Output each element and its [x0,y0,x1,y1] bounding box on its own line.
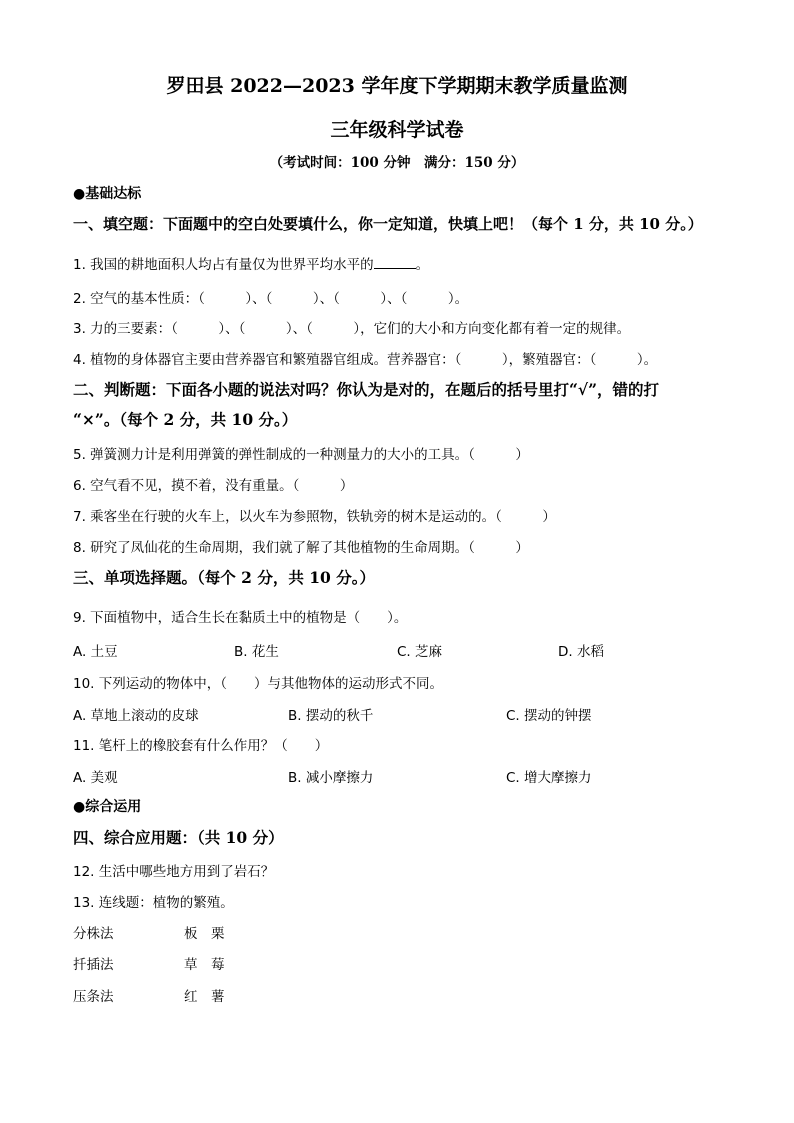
option-11c: C. 增大摩擦力 [506,770,592,786]
part-label-applied: ●综合运用 [73,799,142,815]
plant-item: 草 莓 [184,957,225,973]
section-title-choice: 三、单项选择题。（每个 2 分，共 10 分。） [73,568,375,587]
question-10: 10. 下列运动的物体中，（ ）与其他物体的运动形式不同。 [73,676,444,692]
option-9b: B. 花生 [234,644,279,660]
method-item: 分株法 [73,926,114,942]
option-9a: A. 土豆 [73,644,118,660]
question-1 [73,253,429,273]
question-6: 6. 空气看不见，摸不着，没有重量。（ ） [73,478,354,494]
question-4: 4. 植物的身体器官主要由营养器官和繁殖器官组成。营养器官：（ ），繁殖器官：（ ）。 [73,352,658,368]
answer-blank [374,256,416,269]
question-9: 9. 下面植物中，适合生长在黏质土中的植物是（ ）。 [73,610,408,626]
option-9c: C. 芝麻 [397,644,443,660]
question-3: 3. 力的三要素：（ ）、（ ）、（ ），它们的大小和方向变化都有着一定的规律。 [73,321,631,337]
question-8: 8. 研究了凤仙花的生命周期，我们就了解了其他植物的生命周期。（ ） [73,540,529,556]
part-label-basic: ●基础达标 [73,186,142,202]
exam-info: （考试时间：100 分钟 满分：150 分） [269,155,525,171]
method-item: 压条法 [73,989,114,1005]
option-11b: B. 减小摩擦力 [288,770,374,786]
section-title-fill: 一、填空题：下面题中的空白处要填什么，你一定知道，快填上吧！（每个 1 分，共 10 分。） [73,215,703,233]
question-1-end: 。 [415,257,430,273]
section-title-applied: 四、综合应用题：（共 10 分） [73,828,284,847]
question-12: 12. 生活中哪些地方用到了岩石？ [73,864,275,880]
method-item: 扦插法 [73,957,114,973]
question-1-text: 1. 我国的耕地面积人均占有量仅为世界平均水平的 [73,257,374,273]
section-title-judge-2: “×”。（每个 2 分，共 10 分。） [73,410,298,429]
question-7: 7. 乘客坐在行驶的火车上，以火车为参照物，铁轨旁的树木是运动的。（ ） [73,509,556,525]
plant-item: 板 栗 [184,926,225,942]
question-13: 13. 连线题：植物的繁殖。 [73,895,234,911]
exam-subtitle: 三年级科学试卷 [330,119,464,141]
option-10a: A. 草地上滚动的皮球 [73,708,199,724]
option-10c: C. 摆动的钟摆 [506,708,592,724]
plant-item: 红 薯 [184,989,225,1005]
option-9d: D. 水稻 [558,644,604,660]
question-2: 2. 空气的基本性质：（ ）、（ ）、（ ）、（ ）。 [73,291,469,307]
question-5: 5. 弹簧测力计是利用弹簧的弹性制成的一种测量力的大小的工具。（ ） [73,447,529,463]
exam-title: 罗田县 2022—2023 学年度下学期期末教学质量监测 [166,75,628,97]
section-title-judge-1: 二、判断题：下面各小题的说法对吗？你认为是对的，在题后的括号里打“√”，错的打 [73,380,660,399]
option-11a: A. 美观 [73,770,118,786]
question-11: 11. 笔杆上的橡胶套有什么作用？（ ） [73,738,329,754]
option-10b: B. 摆动的秋千 [288,708,374,724]
